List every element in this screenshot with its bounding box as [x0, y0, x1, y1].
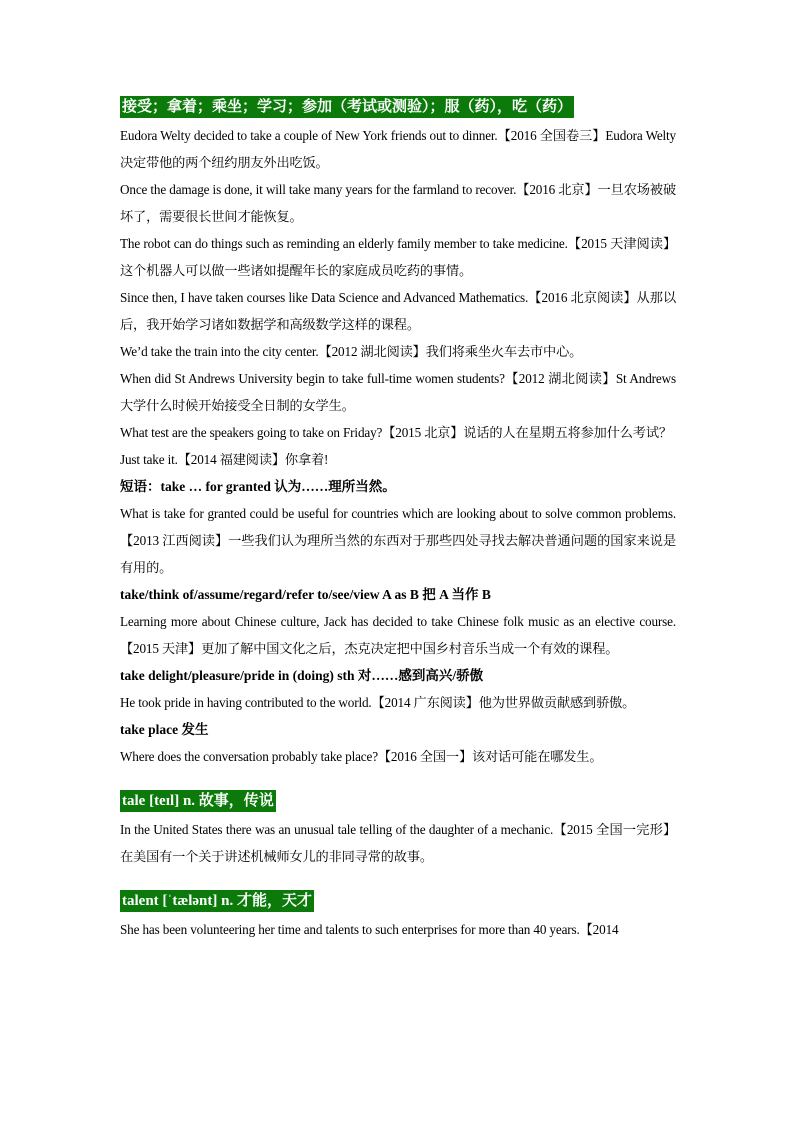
section-header-tale: tale [teɪl] n. 故事，传说 — [120, 790, 276, 812]
example-line: Eudora Welty decided to take a couple of New York friends out to dinner.【2016 全国卷三】Eudora Welty 决定带他的两个纽约朋友外出吃饭。 — [120, 128, 676, 170]
phrase-example: Where does the conversation probably take place?【2016 全国一】该对话可能在哪发生。 — [120, 749, 603, 764]
section-header-talent: talent [ˈtælənt] n. 才能，天才 — [120, 890, 314, 912]
example-line: When did St Andrews University begin to take full-time women students?【2012 湖北阅读】St Andrews 大学什么时候开始接受全日制的女学生。 — [120, 371, 676, 413]
phrase-heading: take place 发生 — [120, 722, 209, 737]
document-page — [120, 96, 676, 943]
example-line: She has been volunteering her time and talents to such enterprises for more than 40 years.【2014 — [120, 922, 619, 937]
phrase-heading: 短语：take … for granted 认为……理所当然。 — [120, 479, 396, 494]
example-line: Since then, I have taken courses like Data Science and Advanced Mathematics.【2016 北京阅读】从那以后，我开始学习诸如数据学和高级数学这样的课程。 — [120, 290, 676, 332]
example-line: What test are the speakers going to take on Friday?【2015 北京】说话的人在星期五将参加什么考试？ — [120, 425, 672, 440]
section-header-take: 接受；拿着；乘坐；学习；参加（考试或测验）；服（药），吃（药） — [120, 96, 574, 118]
phrase-example: What is take for granted could be useful for countries which are looking about to solve common problems.【2013 江西阅读】一些我们认为理所当然的东西对于那些四处寻找去解决普通问题的国家来说是有用的。 — [120, 506, 676, 575]
phrase-example: Learning more about Chinese culture, Jack has decided to take Chinese folk music as an elective course.【2015 天津】更加了解中国文化之后，杰克决定把中国乡村音乐当成一个有效的课程。 — [120, 614, 676, 656]
phrase-heading: take/think of/assume/regard/refer to/see/view A as B 把 A 当作 B — [120, 587, 491, 602]
example-line: The robot can do things such as reminding an elderly family member to take medicine.【2015 天津阅读】这个机器人可以做一些诸如提醒年长的家庭成员吃药的事情。 — [120, 236, 676, 278]
example-line: Just take it.【2014 福建阅读】你拿着! — [120, 452, 329, 467]
phrase-example: He took pride in having contributed to the world.【2014 广东阅读】他为世界做贡献感到骄傲。 — [120, 695, 636, 710]
phrase-heading: take delight/pleasure/pride in (doing) sth 对……感到高兴/骄傲 — [120, 668, 484, 683]
example-line: Once the damage is done, it will take many years for the farmland to recover.【2016 北京】一旦农场被破坏了，需要很长世间才能恢复。 — [120, 182, 676, 224]
example-line: In the United States there was an unusual tale telling of the daughter of a mechanic.【2015 全国一完形】在美国有一个关于讲述机械师女儿的非同寻常的故事。 — [120, 822, 676, 864]
example-line: We’d take the train into the city center.【2012 湖北阅读】我们将乘坐火车去市中心。 — [120, 344, 583, 359]
